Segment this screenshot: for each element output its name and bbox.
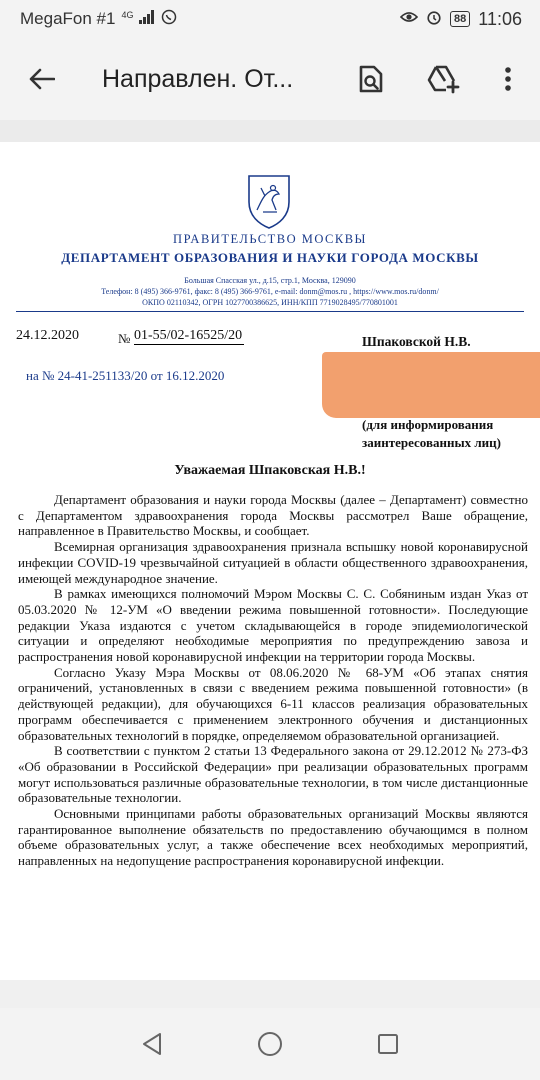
system-navigation-bar bbox=[0, 1008, 540, 1080]
letterhead-divider bbox=[16, 311, 524, 312]
body-paragraph: Департамент образования и науки города Москвы (далее – Департамент) совместно с Департаментом здравоохранения города Москвы рассмотрел Ваше обращение, направленное в Правительство Москвы, и сообщает. bbox=[18, 492, 528, 539]
registry-line: ОКПО 02110342, ОГРН 1027700386625, ИНН/КПП 7719028495/770801001 bbox=[142, 298, 398, 307]
app-bar bbox=[0, 38, 540, 120]
alarm-icon bbox=[426, 9, 442, 30]
find-in-document-button[interactable] bbox=[350, 58, 392, 100]
page-gap bbox=[0, 120, 540, 142]
more-options-button[interactable] bbox=[487, 58, 529, 100]
back-button[interactable] bbox=[22, 59, 62, 99]
letter-greeting: Уважаемая Шпаковская Н.В.! bbox=[174, 463, 366, 478]
document-page[interactable] bbox=[0, 142, 540, 980]
recipient-note bbox=[362, 416, 501, 452]
arrow-back-icon bbox=[29, 68, 55, 90]
square-recents-icon bbox=[377, 1033, 399, 1055]
document-search-icon bbox=[358, 64, 384, 94]
nav-recents-button[interactable] bbox=[373, 1029, 403, 1059]
redacted-address-overlay bbox=[322, 352, 540, 418]
letter-date: 24.12.2020 bbox=[16, 328, 79, 343]
triangle-back-icon bbox=[141, 1032, 163, 1056]
reference-number: на № 24-41-251133/20 от 16.12.2020 bbox=[26, 368, 225, 383]
document-title: Направлен. От... bbox=[102, 64, 294, 93]
battery-indicator: 88 bbox=[450, 11, 470, 27]
whatsapp-icon bbox=[161, 9, 177, 30]
signal-icon bbox=[139, 9, 155, 29]
network-type: 4G bbox=[121, 9, 134, 20]
body-paragraph: Согласно Указу Мэра Москвы от 08.06.2020 № 68-УМ «Об этапах снятия ограничений, установленных в связи с введением режима повышенной готовности» (в действующей редакции), для обучающихся 6-11 классов реализация образовательных программ обеспечивается с применением электронного обучения и дистанционных образовательных технологий в порядке, определяемом образовательной организацией. bbox=[18, 664, 528, 743]
moscow-coat-of-arms-icon bbox=[243, 172, 295, 230]
add-to-drive-button[interactable] bbox=[422, 58, 464, 100]
status-right bbox=[400, 9, 522, 30]
department-name: ДЕПАРТАМЕНТ ОБРАЗОВАНИЯ И НАУКИ ГОРОДА МОСКВЫ bbox=[61, 250, 479, 265]
more-vert-icon bbox=[504, 66, 512, 92]
body-paragraph: В рамках имеющихся полномочий Мэром Москвы С. С. Собяниным издан Указ от 05.03.2020 № 12-УМ «О введении режима повышенной готовности». Последующие редакции Указа издаются с учетом складывающейся в городе эпидемиологической ситуации и определяют необходимые мероприятия по предупреждению завоза и распространения новой коронавирусной инфекции на территории города Москвы. bbox=[18, 586, 528, 665]
status-bar bbox=[0, 0, 540, 38]
status-left bbox=[20, 9, 177, 30]
body-paragraph: Основными принципами работы образовательных организаций Москвы являются гарантированное выполнение обязательств по предоставлению обучающимся в полном объеме образовательных услуг, а также обеспечение всех необходимых мероприятий, направленных на недопущение распространения коронавирусной инфекции. bbox=[18, 806, 528, 869]
letter-number: 01-55/02-16525/20 bbox=[134, 328, 243, 343]
note-line: заинтересованных лиц) bbox=[362, 435, 501, 450]
recipient-name: Шпаковской Н.В. bbox=[362, 334, 471, 349]
body-paragraph: Всемирная организация здравоохранения признала вспышку новой коронавирусной инфекции COVID-19 чрезвычайной ситуацией в области общественного здравоохранения, имеющей международное значение. bbox=[18, 539, 528, 586]
address-line: Большая Спасская ул., д.15, стр.1, Москва, 129090 bbox=[184, 276, 356, 285]
body-paragraph: В соответствии с пунктом 2 статьи 13 Федерального закона от 29.12.2012 № 273-ФЗ «Об образовании в Российской Федерации» при реализации образовательных программ могут использоваться различные образовательные технологии, в том числе дистанционные образовательные технологии. bbox=[18, 743, 528, 806]
government-name: ПРАВИТЕЛЬСТВО МОСКВЫ bbox=[173, 232, 367, 246]
letter-number-label: № bbox=[118, 331, 131, 346]
eye-icon bbox=[400, 9, 418, 29]
circle-home-icon bbox=[257, 1031, 283, 1057]
letter-body bbox=[18, 492, 528, 869]
nav-home-button[interactable] bbox=[255, 1029, 285, 1059]
clock-time: 11:06 bbox=[478, 8, 522, 29]
department-contacts bbox=[0, 275, 540, 308]
nav-back-button[interactable] bbox=[137, 1029, 167, 1059]
carrier-name: MegaFon #1 bbox=[20, 9, 116, 28]
drive-add-icon bbox=[426, 64, 460, 94]
note-line: (для информирования bbox=[362, 417, 494, 432]
phone-line: Телефон: 8 (495) 366-9761, факс: 8 (495) 366-9761, e-mail: donm@mos.ru , https://www.mos.ru/donm/ bbox=[101, 287, 439, 296]
